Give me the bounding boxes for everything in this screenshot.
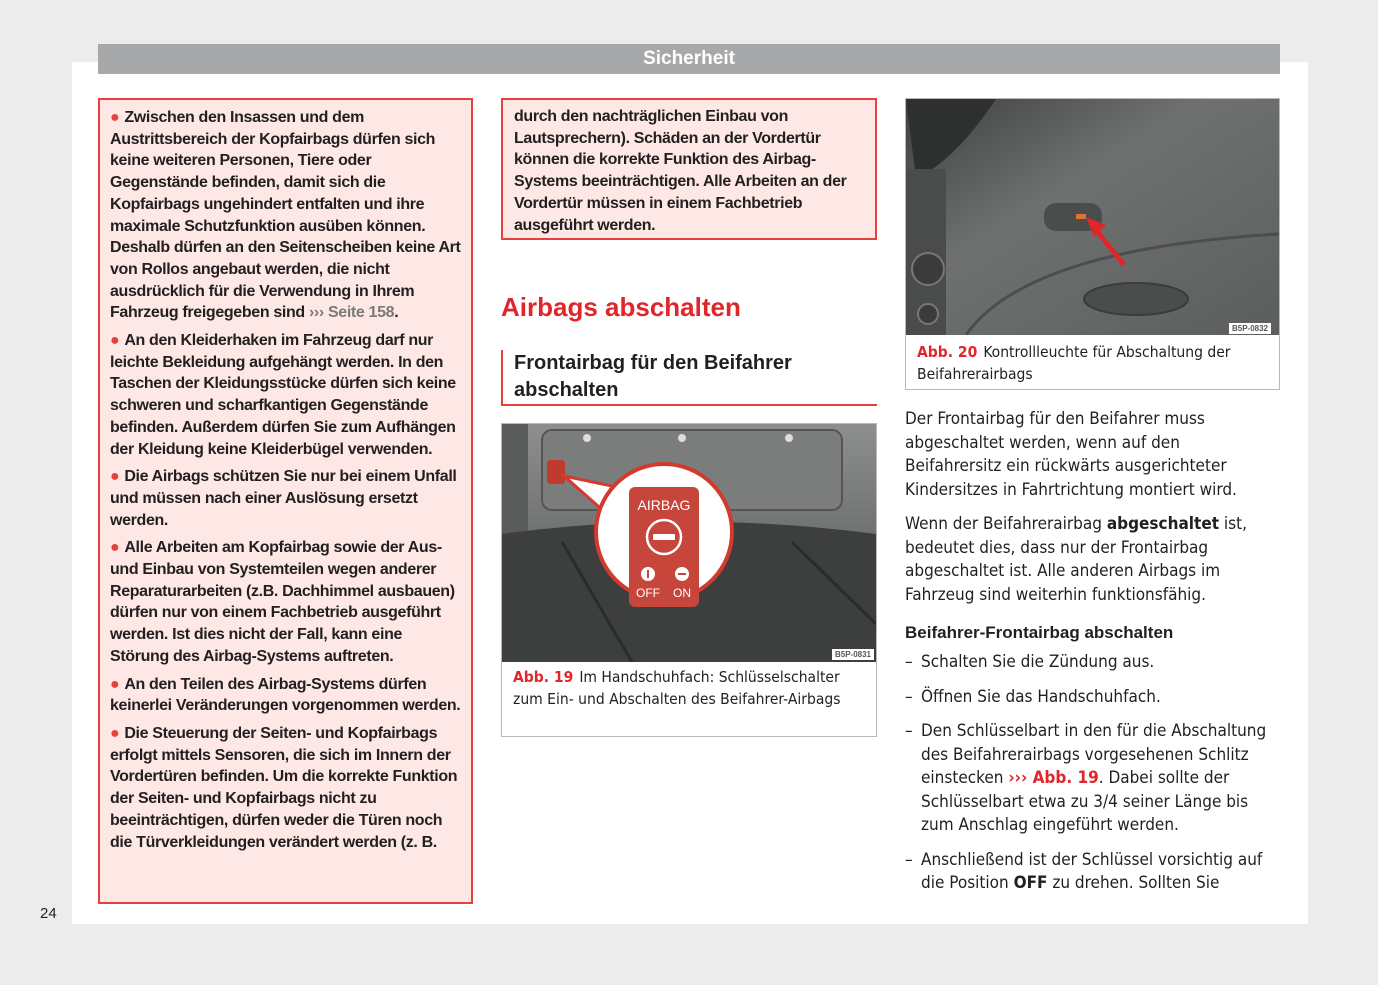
dash-marker: –	[905, 686, 913, 707]
bullet-icon: ●	[110, 109, 120, 126]
warning-item: ● Die Steuerung der Seiten- und Kopfairbags erfolgt mittels Sensoren, die sich im Innern der Vordertüren befinden. Um die korrekte Funktion der Seiten- und Kopfairbags nicht zu beeinträchtigen, dürfen weder die Türen noch die Türverkleidungen verändert werden (z. B.	[110, 724, 458, 851]
switch-label: AIRBAG	[637, 497, 691, 513]
dashboard-indicator-image	[906, 99, 1279, 335]
glovebox-switch-image	[502, 424, 876, 662]
section-title: Airbags abschalten	[501, 292, 741, 322]
figure-code: B5P-0831	[832, 649, 874, 660]
paragraph: Wenn der Beifahrerairbag abgeschaltet ist, bedeutet dies, dass nur der Frontairbag abgeschaltet ist. Alle anderen Airbags im Fahrzeug sind weiterhin funktionsfähig.	[905, 514, 1247, 605]
page-link[interactable]: ››› Seite 158	[308, 304, 395, 322]
figure-code: B5P-0832	[1229, 323, 1271, 334]
figure-label: Abb. 20	[917, 343, 978, 361]
warning-box-left	[98, 98, 473, 904]
figure-19	[501, 423, 877, 737]
dash-marker: –	[905, 849, 913, 870]
right-column-text	[905, 408, 1280, 907]
warning-item: ● Zwischen den Insassen und dem Austrittsbereich der Kopfairbags dürfen sich keine weiteren Personen, Tiere oder Gegenstände befinden, damit sich die Kopfairbags ungehindert entfalten und ihre maximale Schutzfunktion ausüben können. Deshalb dürfen an den Seitenscheiben keine Art von Rollos angebaut werden, die nicht ausdrücklich für die Verwendung in Ihrem Fahrzeug freigegeben sind ››› Seite 158.	[110, 109, 461, 322]
switch-off-label: OFF	[636, 586, 660, 600]
switch-on-label: ON	[673, 586, 691, 600]
warning-item: ● An den Teilen des Airbag-Systems dürfen keinerlei Veränderungen vorgenommen werden.	[110, 675, 461, 715]
bullet-icon: ●	[110, 675, 120, 693]
warning-text: durch den nachträglichen Einbau von Lautsprechern). Schäden an der Vordertür können die korrekte Funktion des Airbag-Systems beeinträchtigen. Alle Arbeiten an der Vordertür müssen in einem Fachbetrieb ausgeführt werden.	[514, 108, 847, 234]
dash-marker: –	[905, 721, 913, 741]
bullet-icon: ●	[110, 724, 120, 742]
section-header: Sicherheit	[98, 44, 1280, 74]
figure-label: Abb. 19	[513, 668, 574, 686]
figure-caption: Abb. 20 Kontrollleuchte für Abschaltung der Beifahrerairbags	[917, 343, 1231, 383]
figure-link[interactable]: ››› Abb. 19	[1008, 768, 1099, 788]
procedure-step: – Öffnen Sie das Handschuhfach.	[905, 686, 1280, 710]
procedure-step: – Anschließend ist der Schlüssel vorsichtig auf die Position OFF zu drehen. Sollten Sie	[905, 849, 1280, 896]
dash-marker: –	[905, 652, 913, 672]
paragraph: Der Frontairbag für den Beifahrer muss abgeschaltet werden, wenn auf den Beifahrersitz ein rückwärts ausgerichteter Kindersitzes in Fahrtrichtung montiert wird.	[905, 409, 1237, 500]
figure-caption: Abb. 19 Im Handschuhfach: Schlüsselschalter zum Ein- und Abschalten des Beifahrer-Airbags	[513, 668, 841, 708]
figure-20	[905, 98, 1280, 390]
procedure-heading: Beifahrer-Frontairbag abschalten	[905, 623, 1174, 642]
section-subtitle: Frontairbag für den Beifahrer abschalten	[501, 350, 877, 406]
procedure-step: – Den Schlüsselbart in den für die Abschaltung des Beifahrerairbags vorgesehenen Schlitz einstecken ››› Abb. 19. Dabei sollte der Schlüsselbart etwa zu 3/4 seiner Länge bis zum Anschlag eingeführt werden.	[905, 720, 1280, 838]
page-number: 24	[40, 905, 57, 922]
warning-item: ● An den Kleiderhaken im Fahrzeug darf nur leichte Bekleidung aufgehängt werden. In den Taschen der Kleidungsstücke dürfen sich keine schweren und scharfkantigen Gegenstände befinden. Außerdem dürfen Sie zum Aufhängen der Kleidung keine Kleiderbügel verwenden.	[110, 332, 456, 458]
warning-box-continued	[501, 98, 877, 240]
bullet-icon: ●	[110, 332, 120, 350]
warning-item: ● Die Airbags schützen Sie nur bei einem Unfall und müssen nach einer Auslösung ersetzt werden.	[110, 468, 457, 529]
bullet-icon: ●	[110, 468, 120, 486]
warning-item: ● Alle Arbeiten am Kopfairbag sowie der Aus- und Einbau von Systemteilen wegen anderer Reparaturarbeiten (z.B. Dachhimmel ausbauen) dürfen nur von einem Fachbetrieb ausgeführt werden. Ist dies nicht der Fall, kann eine Störung des Airbag-Systems auftreten.	[110, 539, 455, 665]
procedure-step: – Schalten Sie die Zündung aus.	[905, 651, 1280, 675]
bullet-icon: ●	[110, 539, 120, 557]
